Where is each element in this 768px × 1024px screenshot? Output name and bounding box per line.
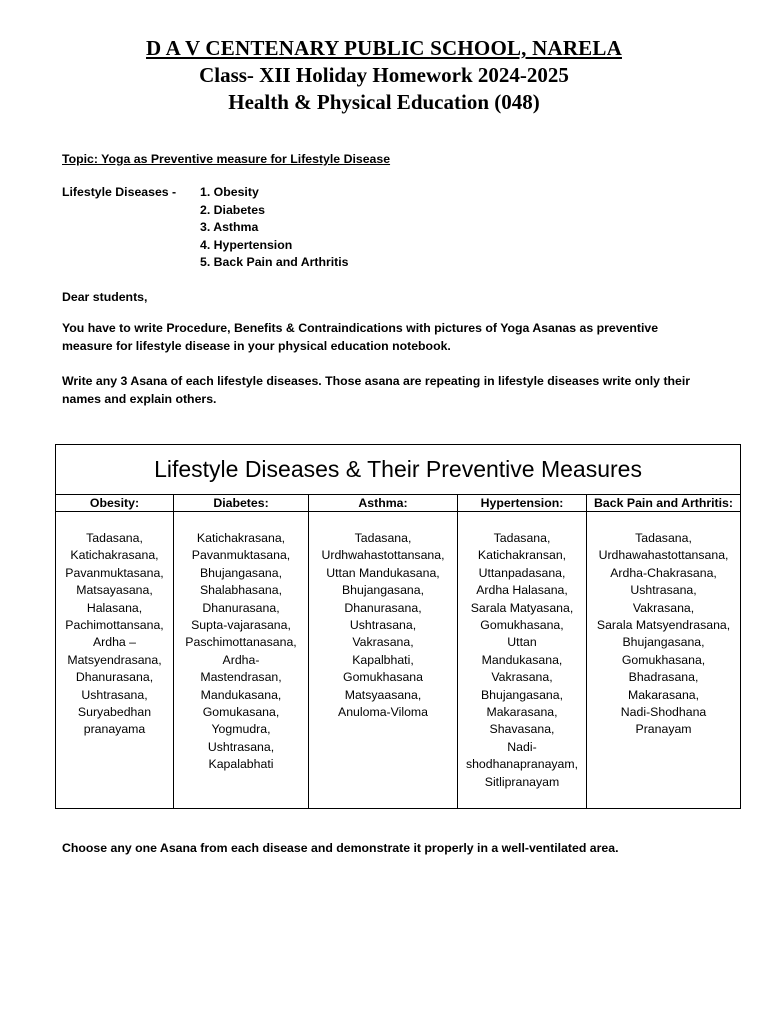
- asana-line: Pachimottansana,: [65, 618, 164, 633]
- asana-line: Ushtrasana,: [207, 739, 275, 754]
- asana-line: Bhujangasana,: [480, 687, 564, 702]
- asana-line: Mandukasana,: [481, 652, 563, 667]
- asana-line: Tadasana,: [635, 531, 692, 545]
- asana-line: Anuloma-Viloma: [338, 705, 428, 720]
- table-cell: [309, 512, 458, 809]
- asana-line: Tadasana,: [354, 531, 412, 545]
- asana-line: Pavanmuktasana,: [65, 565, 164, 580]
- asana-line: Kapalbhati,: [352, 652, 414, 667]
- document-header: [0, 34, 768, 116]
- closing-instruction: Choose any one Asana from each disease and demonstrate it properly in a well-ventilated area.: [62, 841, 619, 855]
- table-title: Lifestyle Diseases & Their Preventive Measures: [56, 445, 741, 495]
- asana-line: Matsyendrasana,: [67, 652, 162, 667]
- asana-line: Ardha Halasana,: [476, 583, 568, 598]
- asana-line: Sarala Matyasana,: [470, 600, 574, 615]
- asana-line: Ushtrasana,: [630, 583, 697, 598]
- asana-line: Gomukhasana,: [621, 652, 706, 667]
- asana-line: Ardha –: [92, 635, 137, 650]
- asana-line: Katichakrasana,: [70, 548, 159, 563]
- table-cell: [56, 512, 174, 809]
- asana-line: Kapalabhati: [208, 757, 274, 772]
- instruction-paragraph: Write any 3 Asana of each lifestyle diseases. Those asana are repeating in lifestyle diseases write only their names and explain others.: [62, 374, 691, 406]
- asana-line: Gomukhasana: [343, 670, 423, 685]
- asana-line: Paschimottanasana,: [185, 635, 297, 650]
- asana-line: Urdhawahastottansana,: [598, 548, 729, 563]
- asana-line: Pavanmuktasana,: [191, 548, 291, 563]
- asana-line: Bhujangasana,: [341, 583, 425, 598]
- asana-line: Gomukhasana,: [480, 618, 564, 633]
- asana-line: shodhanapranayam,: [465, 757, 579, 772]
- asana-line: Makarasana,: [627, 687, 700, 702]
- list-item: 5. Back Pain and Arthritis: [200, 255, 349, 269]
- asana-line: Ushtrasana,: [349, 618, 417, 633]
- table-row: [56, 512, 741, 809]
- asana-line: Tadasana,: [493, 531, 551, 545]
- asana-line: Uttan Mandukasana,: [326, 565, 440, 580]
- asana-line: Shavasana,: [489, 722, 555, 737]
- asana-line: Bhujangasana,: [199, 565, 283, 580]
- asana-line: Dhanurasana,: [344, 600, 422, 615]
- asana-line: Dhanurasana,: [202, 600, 280, 615]
- column-header: Hypertension:: [458, 495, 587, 512]
- asana-line: Vakrasana,: [632, 600, 695, 615]
- asana-line: Urdhwahastottansana,: [321, 548, 445, 563]
- table-cell: [174, 512, 309, 809]
- asana-line: Matsyaasana,: [344, 687, 422, 702]
- asana-line: Pranayam: [635, 722, 692, 737]
- asana-line: Mandukasana,: [200, 687, 282, 702]
- column-header: Back Pain and Arthritis:: [587, 495, 741, 512]
- asana-line: Uttan: [507, 635, 537, 650]
- list-item: 1. Obesity: [200, 185, 259, 199]
- list-item: 3. Asthma: [200, 220, 259, 234]
- asana-line: Vakrasana,: [352, 635, 414, 650]
- table-cell: [587, 512, 741, 809]
- asana-line: Halasana,: [86, 600, 143, 615]
- asana-line: Ushtrasana,: [81, 687, 148, 702]
- asana-line: Tadasana,: [86, 531, 143, 545]
- asana-line: Ardha-: [222, 652, 260, 667]
- preventive-measures-table: [55, 444, 741, 809]
- asana-line: Sitlipranayam: [484, 774, 560, 789]
- asana-line: pranayama: [83, 722, 146, 737]
- asana-line: Dhanurasana,: [75, 670, 154, 685]
- asana-line: Yogmudra,: [211, 722, 271, 737]
- column-header: Diabetes:: [174, 495, 309, 512]
- asana-line: Nadi-: [507, 739, 537, 754]
- asana-line: Sarala Matsyendrasana,: [596, 618, 731, 633]
- table-header-row: [56, 495, 741, 512]
- asana-line: Suryabedhan: [77, 705, 152, 720]
- subject-line: Health & Physical Education (048): [228, 90, 540, 114]
- asana-line: Ardha-Chakrasana,: [610, 565, 717, 580]
- asana-line: Gomukasana,: [202, 705, 280, 720]
- asana-line: Matsayasana,: [76, 583, 153, 598]
- class-line: Class- XII Holiday Homework 2024-2025: [199, 63, 569, 87]
- column-header: Asthma:: [309, 495, 458, 512]
- asana-line: Bhadrasana,: [628, 670, 699, 685]
- topic-heading: Topic: Yoga as Preventive measure for Lifestyle Disease: [62, 152, 391, 166]
- lifestyle-diseases-list: [200, 184, 349, 272]
- table-cell: [458, 512, 587, 809]
- asana-line: Shalabhasana,: [199, 583, 283, 598]
- list-item: 4. Hypertension: [200, 237, 293, 252]
- asana-line: Makarasana,: [486, 705, 558, 720]
- asana-line: Nadi-Shodhana: [620, 705, 707, 720]
- asana-line: Vakrasana,: [491, 670, 553, 685]
- lifestyle-diseases-label: Lifestyle Diseases -: [62, 185, 177, 199]
- instruction-paragraph: You have to write Procedure, Benefits & Contraindications with pictures of Yoga Asanas as preventive measure for lifestyle disease in your physical education notebook.: [62, 321, 659, 353]
- asana-line: Supta-vajarasana,: [191, 618, 291, 633]
- asana-line: Bhujangasana,: [622, 635, 705, 650]
- school-name: D A V CENTENARY PUBLIC SCHOOL, NARELA: [146, 36, 622, 60]
- column-header: Obesity:: [56, 495, 174, 512]
- greeting: Dear students,: [62, 290, 148, 304]
- asana-line: Katichakransan,: [477, 548, 567, 563]
- asana-line: Katichakrasana,: [196, 531, 286, 545]
- list-item: 2. Diabetes: [200, 202, 265, 217]
- asana-line: Uttanpadasana,: [478, 565, 566, 580]
- asana-line: Mastendrasan,: [200, 670, 282, 685]
